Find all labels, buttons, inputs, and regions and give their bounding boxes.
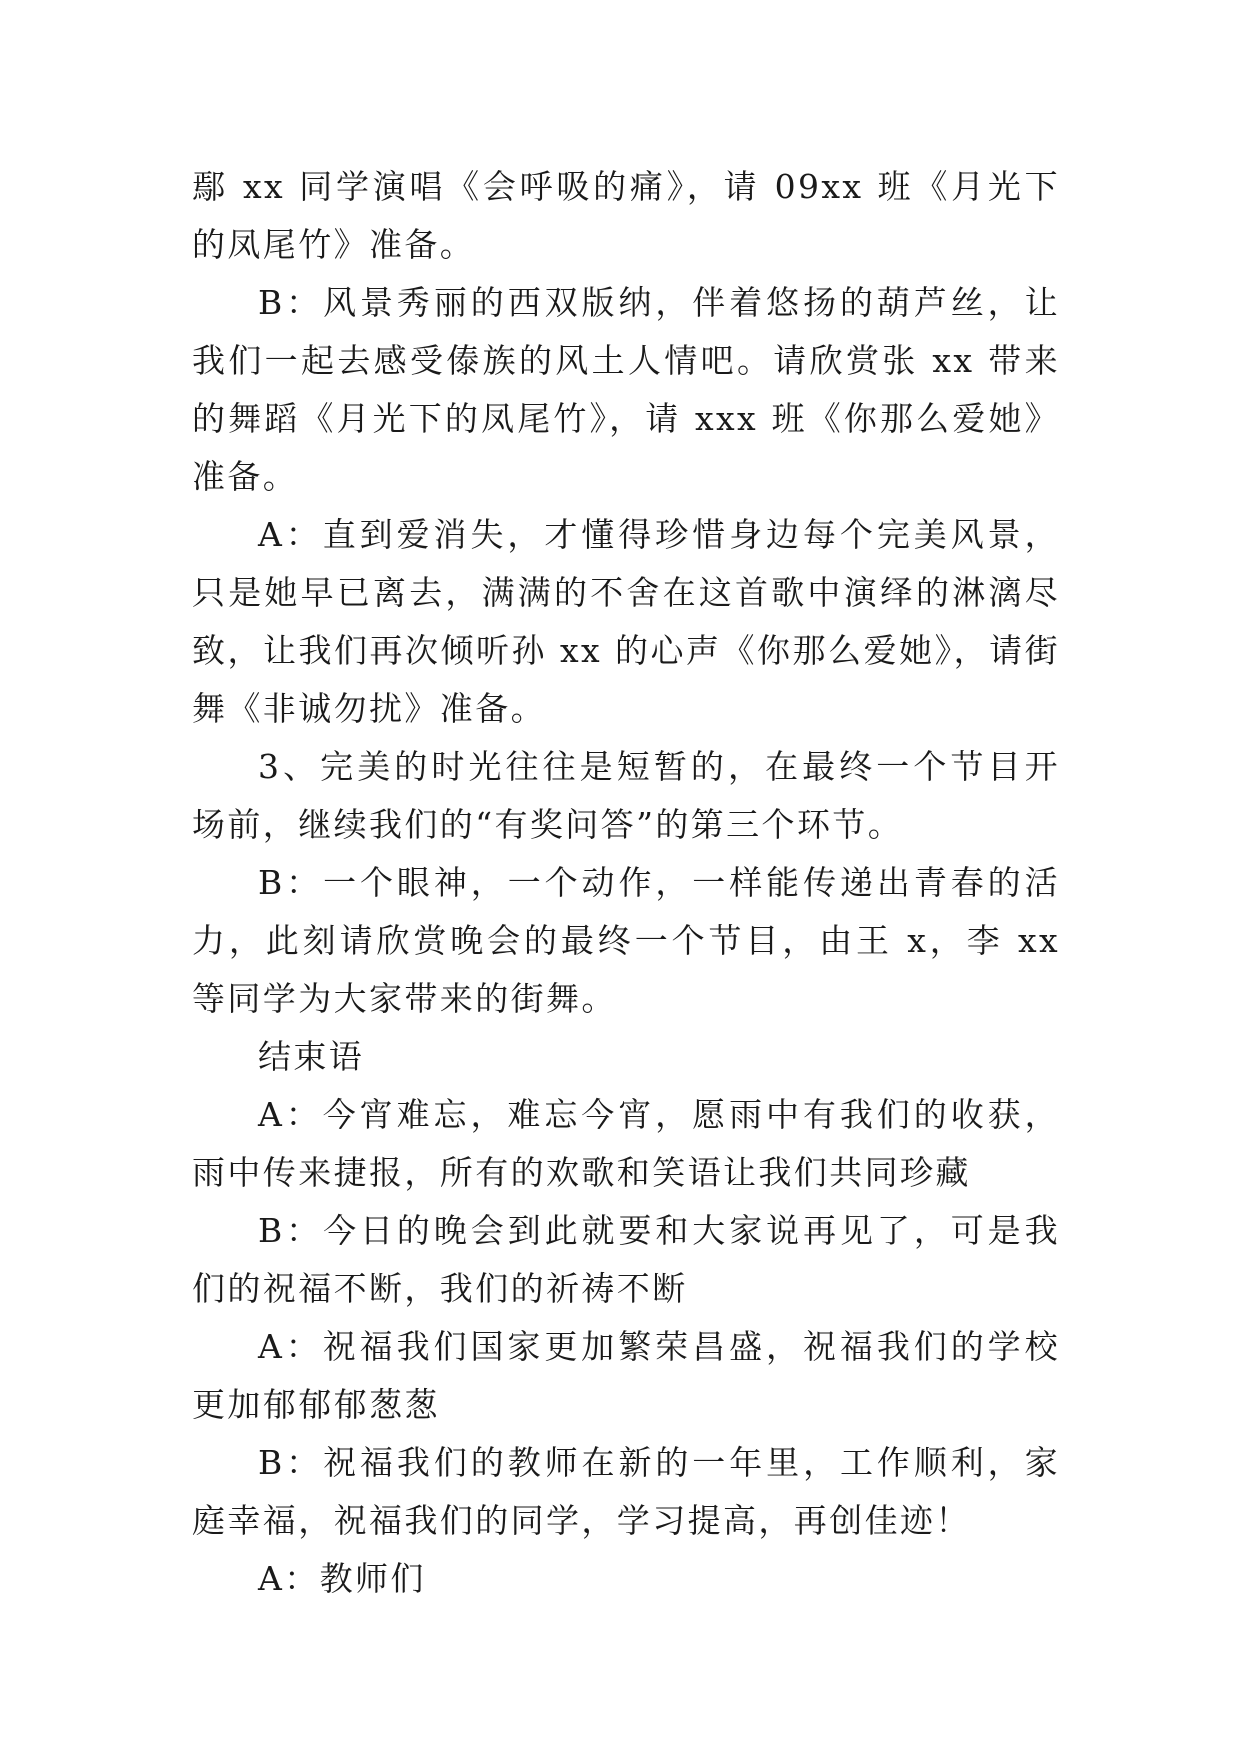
section-heading-closing: 结束语 xyxy=(258,1037,365,1076)
paragraph-1: 鄢 xx 同学演唱《会呼吸的痛》，请 09xx 班《月光下的凤尾竹》准备。 xyxy=(192,167,1060,264)
paragraph-3: A：直到爱消失，才懂得珍惜身边每个完美风景，只是她早已离去，满满的不舍在这首歌中演绎的淋漓尽致，让我们再次倾听孙 xx 的心声《你那么爱她》，请街舞《非诚勿扰》准备。 xyxy=(192,515,1060,728)
paragraph-5: B：一个眼神，一个动作，一样能传递出青春的活力，此刻请欣赏晚会的最终一个节目，由王 x，李 xx 等同学为大家带来的街舞。 xyxy=(192,863,1060,1018)
document-body xyxy=(192,158,1060,1608)
paragraph-8: B：今日的晚会到此就要和大家说再见了，可是我们的祝福不断，我们的祈祷不断 xyxy=(192,1211,1060,1308)
paragraph-7: A：今宵难忘，难忘今宵，愿雨中有我们的收获，雨中传来捷报，所有的欢歌和笑语让我们共同珍藏 xyxy=(192,1095,1060,1192)
paragraph-10: B：祝福我们的教师在新的一年里，工作顺利，家庭幸福，祝福我们的同学，学习提高，再创佳迹！ xyxy=(192,1443,1060,1540)
paragraph-2: B：风景秀丽的西双版纳，伴着悠扬的葫芦丝，让我们一起去感受傣族的风土人情吧。请欣赏张 xx 带来的舞蹈《月光下的凤尾竹》，请 xxx 班《你那么爱她》准备。 xyxy=(192,283,1060,496)
paragraph-11: A：教师们 xyxy=(258,1559,426,1598)
paragraph-4: 3、完美的时光往往是短暂的，在最终一个节目开场前，继续我们的“有奖问答”的第三个环节。 xyxy=(192,747,1060,844)
paragraph-9: A：祝福我们国家更加繁荣昌盛，祝福我们的学校更加郁郁郁葱葱 xyxy=(192,1327,1060,1424)
